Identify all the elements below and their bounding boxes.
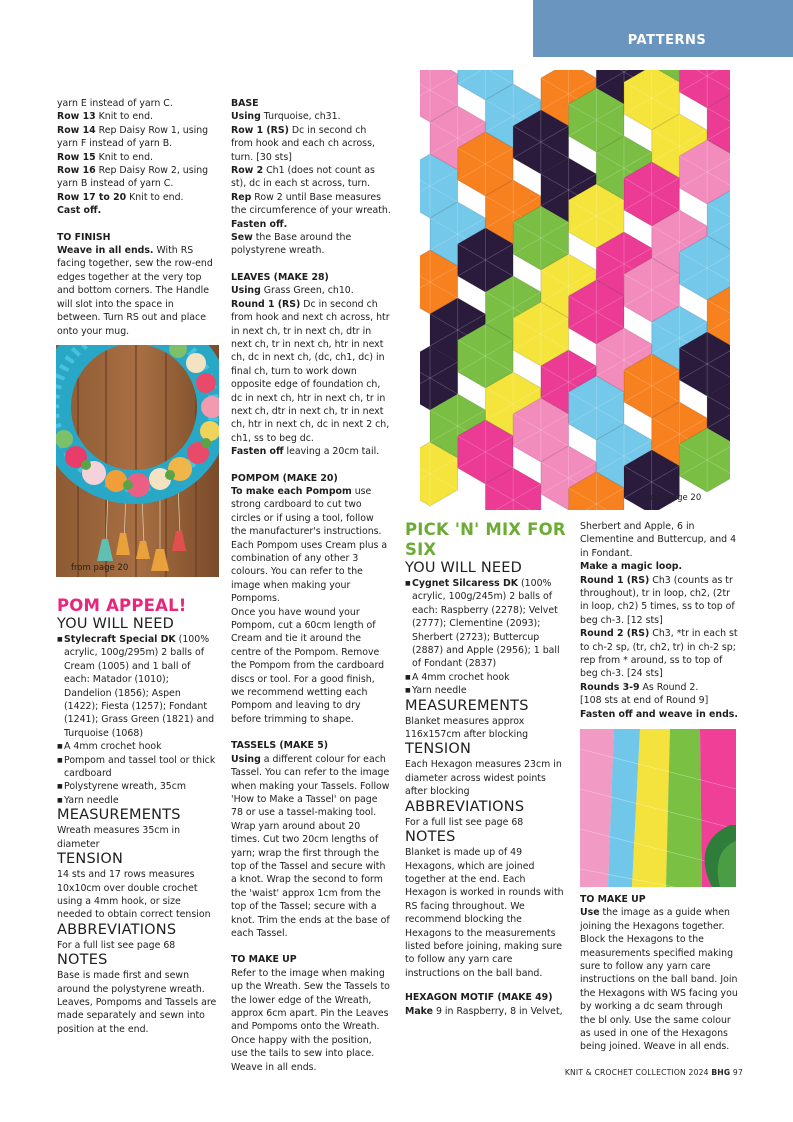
col4-makeup	[580, 893, 740, 1054]
pnm-notes-heading: NOTES	[405, 829, 456, 846]
col4-makeup-heading: TO MAKE UP	[580, 894, 646, 905]
pompom-heading: POMPOM (MAKE 20)	[231, 472, 338, 484]
col1-line: Row 14 Rep Daisy Row 1, using	[57, 124, 209, 136]
to-finish-heading: TO FINISH	[57, 231, 111, 243]
needs-item: ■ Cygnet Silcaress DK (100% acrylic, 100g/245m) 2 balls of each: Raspberry (2278); Velvet (2777); Clementine (2093); Sherbert (2723); Buttercup (2887) and Apple (2956); 1 ball of Fondant (2837)	[405, 577, 567, 671]
rounds-3-9: Rounds 3-9 As Round 2.	[580, 681, 699, 693]
base-fasten: Fasten off.	[231, 218, 288, 230]
pnm-abbr-text: For a full list see page 68	[405, 816, 524, 828]
leaves-using: Using Grass Green, ch10.	[231, 285, 354, 297]
pnm-meas-heading: MEASUREMENTS	[405, 697, 529, 714]
pom-notes-heading: NOTES	[57, 952, 108, 969]
pnm-notes-text: Blanket is made up of 49 Hexagons, which are joined together at the end. Each Hexagon is worked in rounds with RS facing throughout. We recommend blocking the Hexagons to the measurements listed before joining, making sure to follow any yarn care instructions on the ball band.	[405, 847, 564, 979]
base-heading: BASE	[231, 98, 259, 109]
pom-tension-text: 14 sts and 17 rows measures 10x10cm over double crochet using a 4mm hook, or size needed to obtain correct tension	[57, 869, 211, 921]
needs-item: ■ Yarn needle	[57, 794, 217, 807]
footer-page-number: 97	[732, 1068, 743, 1077]
needs-item: ■ A 4mm crochet hook	[405, 671, 567, 684]
motif-heading: HEXAGON MOTIF (MAKE 49)	[405, 992, 553, 1004]
pom-tension-heading: TENSION	[57, 851, 124, 868]
col1-lines	[57, 97, 217, 218]
footer-brand: BHG	[711, 1068, 731, 1077]
tassels-heading: TASSELS (MAKE 5)	[231, 740, 329, 752]
pom-notes-text: Base is made first and sewn around the polystyrene wreath. Leaves, Pompoms and Tassels are made separately and sewn into position at the end.	[57, 970, 217, 1035]
pnm-need-heading: YOU WILL NEED	[405, 560, 523, 576]
blanket-detail-photo	[580, 729, 736, 887]
round2: Round 2 (RS) Ch3, *tr in each st to ch-2 sp, (tr, ch2, tr) in ch-2 sp; rep from * around, ss to top of beg ch-3. [24 sts]	[580, 628, 738, 680]
pnm-tension-heading: TENSION	[405, 741, 472, 758]
round1: Round 1 (RS) Ch3 (counts as tr throughout), tr in loop, ch2, (2tr in loop, ch2) 5 times, ss to top of beg ch-3. [12 sts]	[580, 574, 735, 626]
makeup-heading: TO MAKE UP	[231, 954, 297, 966]
page-footer	[565, 1068, 743, 1077]
base-row1: Row 1 (RS) Dc in second ch from hook and each ch across, turn. [30 sts]	[231, 124, 375, 163]
tassels-text: Using a different colour for each Tassel. You can refer to the image when making your Tassels. Follow 'How to Make a Tassel' on page 78 or use a tassel-making tool. Wrap yarn around about 20 times. Cut two 20cm lengths of yarn; wrap the first through the top of the Tassel and secure with a knot. Wrap the second to form the 'waist' approx 1cm from the top of the Tassel; secure with a knot. Trim the ends at the base of each Tassel.	[231, 753, 390, 939]
leaves-fasten: Fasten off leaving a 20cm tail.	[231, 446, 380, 458]
makeup-text: Refer to the image when making up the Wreath. Sew the Tassels to the lower edge of the Wreath, approx 6cm apart. Pin the Leaves and Pompoms onto the Wreath. Once happy with the position, use the tails to sew into place. Weave in all ends.	[231, 967, 390, 1073]
col1-line: Row 16 Rep Daisy Row 2, using	[57, 165, 209, 177]
col1-line: Row 17 to 20 Knit to end.	[57, 191, 184, 203]
rounds-note: [108 sts at end of Round 9]	[580, 695, 709, 707]
pom-needs-list	[57, 633, 217, 807]
motif-text: Make 9 in Raspberry, 8 in Velvet,	[405, 1005, 563, 1017]
base-row2: Row 2 Ch1 (does not count as st), dc in each st across, turn.	[231, 165, 375, 190]
blanket-photo	[420, 70, 730, 510]
col4-intro: Sherbert and Apple, 6 in Clementine and Buttercup, and 4 in Fondant.	[580, 521, 737, 559]
col1-line: yarn B instead of yarn C.	[57, 178, 174, 190]
wreath-caption: from page 20	[71, 563, 129, 573]
col1-line: Row 15 Knit to end.	[57, 151, 154, 163]
col1-top-text	[57, 97, 217, 338]
pick-n-mix-title: PICK 'N' MIX FOR SIX	[405, 520, 566, 559]
pnm-tension-text: Each Hexagon measures 23cm in diameter across widest points after blocking	[405, 759, 562, 798]
base-using: Using Turquoise, ch31.	[231, 111, 341, 123]
pnm-needs-list	[405, 577, 567, 698]
col1-line: Cast off.	[57, 205, 102, 217]
needs-item: ■ Polystyrene wreath, 35cm	[57, 780, 217, 793]
magic-loop: Make a magic loop.	[580, 561, 683, 573]
pom-meas-heading: MEASUREMENTS	[57, 807, 181, 824]
wreath-image	[56, 345, 219, 577]
pom-appeal-title: POM APPEAL!	[57, 596, 187, 615]
footer-collection: KNIT & CROCHET COLLECTION 2024	[564, 1068, 709, 1077]
col1-line: yarn E instead of yarn C.	[57, 98, 173, 109]
pom-abbr-text: For a full list see page 68	[57, 939, 176, 951]
blanket-caption: from page 20	[644, 493, 702, 503]
pom-meas-text: Wreath measures 35cm in diameter	[57, 825, 181, 850]
pom-abbr-heading: ABBREVIATIONS	[57, 921, 177, 938]
section-tab	[533, 0, 793, 57]
pompom-text-2: Once you have wound your Pompom, cut a 60cm length of Cream and tie it around the centre of the Pompom. Remove the Pompom from the cardboard discs or tool. For a good finish, we recommend wetting each Pompom and leaving to dry before trimming to shape.	[231, 606, 385, 725]
needs-item: ■ Stylecraft Special DK (100% acrylic, 100g/295m) 2 balls of Cream (1005) and 1 ball of each: Matador (1010); Dandelion (1856); Aspen (1422); Fiesta (1257); Fondant (1241); Grass Green (1821) and Turquoise (1068)	[57, 633, 217, 740]
col4-makeup-text: Use the image as a guide when joining the Hexagons together. Block the Hexagons to the measurements specified making sure to follow any yarn care instructions on the ball band. Join the Hexagons with WS facing you by working a dc seam through the bl only. Use the same colour as used in one of the Hexagons being joined. Weave in all ends.	[580, 907, 738, 1053]
base-sew: Sew the Base around the polystyrene wreath.	[231, 232, 352, 257]
pom-appeal-section	[57, 596, 217, 1036]
pom-need-heading: YOU WILL NEED	[57, 616, 175, 632]
pick-n-mix-section	[405, 520, 567, 1018]
col1-line: yarn F instead of yarn B.	[57, 138, 173, 150]
pnm-meas-text: Blanket measures approx 116x157cm after blocking	[405, 715, 529, 741]
col4-fasten: Fasten off and weave in ends.	[580, 708, 738, 720]
pompom-text: To make each Pompom use strong cardboard to cut two circles or if using a tool, follow the manufacturer's instructions. Each Pompom uses Cream plus a combination of any other 3 colours. You can refer to the image when making your Pompoms.	[231, 485, 388, 605]
to-finish-text: Weave in all ends. With RS facing together, sew the row-end edges together at the very top and bottom corners. The Handle will slot into the space in between. Turn RS out and place onto your mug.	[57, 245, 213, 337]
section-tab-label: PATTERNS	[627, 33, 707, 48]
needs-item: ■ Pompom and tassel tool or thick cardboard	[57, 754, 217, 781]
blanket-image	[420, 70, 730, 510]
col4-text	[580, 520, 740, 721]
needs-item: ■ Yarn needle	[405, 684, 567, 697]
col1-line: Row 13 Knit to end.	[57, 111, 154, 123]
leaves-round1: Round 1 (RS) Dc in second ch from hook and next ch across, htr in next ch, tr in next ch, dtr in next ch, tr in next ch, htr in next ch, dc in next ch, (dc, ch1, dc) in final ch, turn to work down opposite edge of foundation ch, dc in next ch, htr in next ch, tr in next ch, dtr in next ch, tr in next ch, htr in next ch, dc in next 2 ch, ch1, ss to beg dc.	[231, 298, 390, 444]
needs-item: ■ A 4mm crochet hook	[57, 740, 217, 753]
base-rep: Rep Row 2 until Base measures the circumference of your wreath.	[231, 191, 391, 217]
pnm-abbr-heading: ABBREVIATIONS	[405, 798, 525, 815]
wreath-photo	[56, 345, 219, 577]
col2-text	[231, 97, 391, 1074]
leaves-heading: LEAVES (MAKE 28)	[231, 271, 329, 283]
blanket-detail-image	[580, 729, 736, 887]
